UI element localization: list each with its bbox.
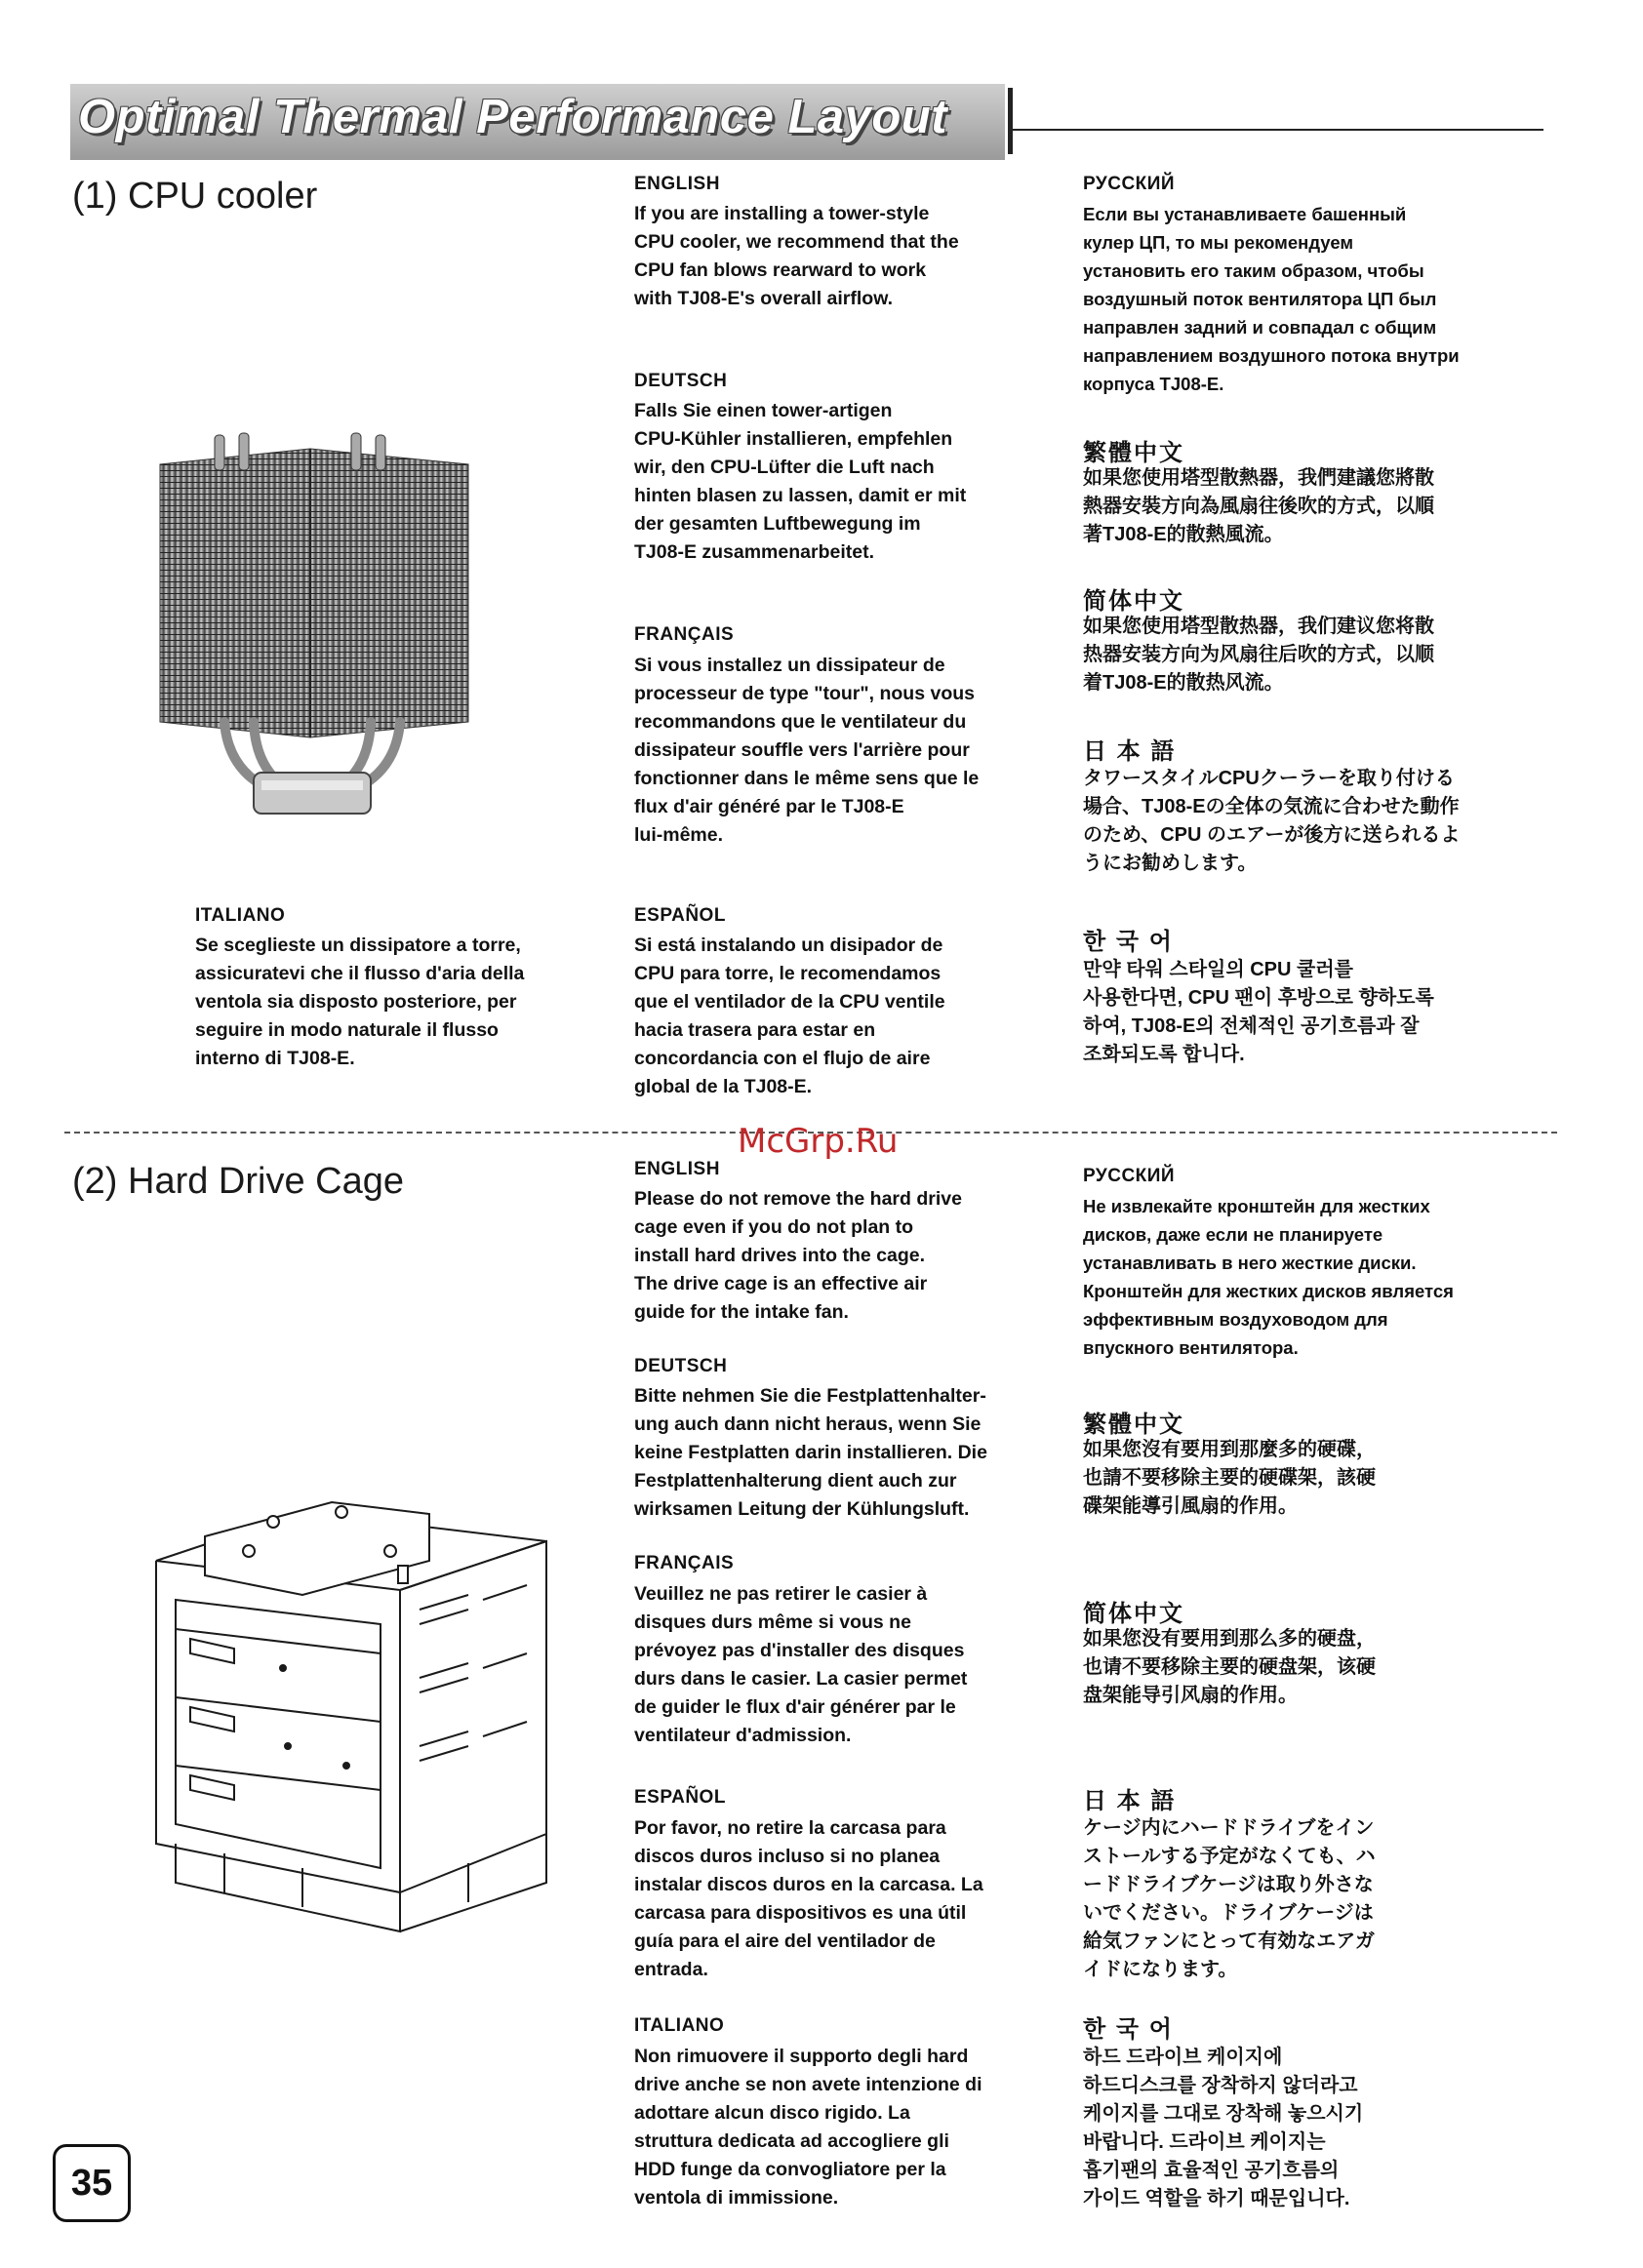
hdd-italiano-text: Non rimuovere il supporto degli hard drive anche se non avete intenzione di adottare alcun disco rigido. La struttura dedicata ad accogliere gli HDD funge da convogliatore per la ventola di immissione. — [634, 2046, 982, 2208]
hdd-italiano-heading: ITALIANO — [634, 2015, 725, 2036]
cpu-francais-text: Si vous installez un dissipateur de processeur de type "tour", nous vous recommandons que le ventilateur du dissipateur souffle vers l'arrière pour fonctionner dans le même sens que le flux d'air généré par le TJ08-E lui-même. — [634, 655, 980, 846]
cpu-korean-heading: 한 국 어 — [1083, 929, 1174, 955]
cpu-trad-chinese-heading: 繁體中文 — [1083, 440, 1184, 466]
cpu-russian-text: Если вы устанавливаете башенный кулер ЦП, то мы рекомендуем установить его таким образом, чтобы воздушный поток вентилятора ЦП был направлен задний и совпадал с общим направлением воздушного потока внутри корпуса TJ08-E. — [1083, 204, 1460, 394]
cpu-russian-heading: РУССКИЙ — [1083, 174, 1176, 194]
hdd-deutsch-heading: DEUTSCH — [634, 1356, 728, 1376]
hdd-francais-text: Veuillez ne pas retirer le casier à disques durs même si vous ne prévoyez pas d'installer des disques durs dans le casier. La casier permet de guider le flux d'air générer par le ventilateur d'admission. — [634, 1583, 968, 1746]
hdd-deutsch-text: Bitte nehmen Sie die Festplattenhalter- ung auch dann nicht heraus, wenn Sie keine Festplatten darin installieren. Die Festplattenhalterung dient auch zur wirksamen Leitung der Kühlungsluft. — [634, 1385, 987, 1520]
banner-divider — [1008, 88, 1013, 154]
cpu-english-heading: ENGLISH — [634, 174, 720, 194]
cpu-italiano-text: Se sceglieste un dissipatore a torre, assicuratevi che il flusso d'aria della ventola sia disposto posteriore, per seguire in modo naturale il flusso interno di TJ08-E. — [195, 935, 525, 1069]
hdd-japanese-heading: 日 本 語 — [1083, 1788, 1177, 1814]
cpu-simp-chinese-heading: 简体中文 — [1083, 588, 1184, 615]
cpu-italiano-heading: ITALIANO — [195, 905, 286, 926]
cpu-korean-text: 만약 타워 스타일의 CPU 쿨러를 사용한다면, CPU 팬이 후방으로 향하도록 하여, TJ08-E의 전체적인 공기흐름과 잘 조화되도록 합니다. — [1083, 959, 1434, 1065]
section-title-cpu-cooler: (1) CPU cooler — [72, 176, 318, 217]
hdd-korean-heading: 한 국 어 — [1083, 2016, 1174, 2043]
cpu-english-text: If you are installing a tower-style CPU cooler, we recommend that the CPU fan blows rearward to work with TJ08-E's overall airflow. — [634, 203, 959, 309]
hdd-espanol-text: Por favor, no retire la carcasa para discos duros incluso si no planea instalar discos duros en la carcasa. La carcasa para dispositivos es una útil guía para el aire del ventilador de entrada. — [634, 1817, 983, 1980]
hdd-english-text: Please do not remove the hard drive cage even if you do not plan to install hard drives into the cage. The drive cage is an effective air guide for the intake fan. — [634, 1188, 962, 1323]
cpu-japanese-text: タワースタイルCPUクーラーを取り付ける 場合、TJ08-Eの全体の気流に合わせた動作 のため、CPU のエアーが後方に送られるよ うにお勧めします。 — [1083, 768, 1461, 874]
header-rule — [1011, 129, 1543, 131]
hdd-simp-chinese-text: 如果您没有要用到那么多的硬盘， 也请不要移除主要的硬盘架，该硬 盘架能导引风扇的作用。 — [1083, 1628, 1376, 1706]
hdd-francais-heading: FRANÇAIS — [634, 1553, 735, 1573]
hard-drive-cage-illustration — [146, 1453, 556, 1961]
hdd-simp-chinese-heading: 简体中文 — [1083, 1601, 1184, 1627]
hdd-japanese-text: ケージ内にハードドライブをイン ストールする予定がなくても、ハ ードドライブケージは取り外さな いでください。ドライブケージは 給気ファンにとって有効なエアガ イドになります。 — [1083, 1817, 1376, 1980]
cpu-espanol-text: Si está instalando un disipador de CPU para torre, le recomendamos que el ventilador de la CPU ventile hacia trasera para estar en concordancia con el flujo de aire global de la TJ08-E. — [634, 935, 945, 1097]
hdd-espanol-heading: ESPAÑOL — [634, 1787, 726, 1808]
watermark: McGrp.Ru — [738, 1122, 899, 1161]
hdd-russian-text: Не извлекайте кронштейн для жестких дисков, даже если не планируете устанавливать в него жесткие диски. Кронштейн для жестких дисков является эффективным воздуховодом для впускного вентилятора. — [1083, 1196, 1454, 1358]
cpu-espanol-heading: ESPAÑOL — [634, 905, 726, 926]
cpu-trad-chinese-text: 如果您使用塔型散熱器，我們建議您將散 熱器安裝方向為風扇往後吹的方式，以順 著TJ08-E的散熱風流。 — [1083, 467, 1434, 545]
hdd-russian-heading: РУССКИЙ — [1083, 1166, 1176, 1186]
page-number: 35 — [53, 2144, 131, 2222]
cpu-cooler-illustration — [146, 429, 478, 829]
page-title: Optimal Thermal Performance Layout — [78, 91, 948, 143]
hdd-korean-text: 하드 드라이브 케이지에 하드디스크를 장착하지 않더라고 케이지를 그대로 장착해 놓으시기 바랍니다. 드라이브 케이지는 흡기팬의 효율적인 공기흐름의 가이드 역할을 하기 때문입니다. — [1083, 2047, 1364, 2209]
cpu-deutsch-text: Falls Sie einen tower-artigen CPU-Kühler installieren, empfehlen wir, den CPU-Lüfter die Luft nach hinten blasen zu lassen, damit er mit der gesamten Luftbewegung im TJ08-E zusammenarbeitet. — [634, 400, 967, 563]
hdd-trad-chinese-text: 如果您沒有要用到那麼多的硬碟， 也請不要移除主要的硬碟架，該硬 碟架能導引風扇的作用。 — [1083, 1439, 1376, 1517]
cpu-francais-heading: FRANÇAIS — [634, 624, 735, 645]
cpu-japanese-heading: 日 本 語 — [1083, 738, 1177, 765]
cpu-deutsch-heading: DEUTSCH — [634, 371, 728, 391]
hdd-english-heading: ENGLISH — [634, 1159, 720, 1179]
hdd-trad-chinese-heading: 繁體中文 — [1083, 1412, 1184, 1438]
section-title-hard-drive-cage: (2) Hard Drive Cage — [72, 1161, 404, 1202]
cpu-simp-chinese-text: 如果您使用塔型散热器，我们建议您将散 热器安装方向为风扇往后吹的方式，以顺 着TJ08-E的散热风流。 — [1083, 616, 1434, 694]
